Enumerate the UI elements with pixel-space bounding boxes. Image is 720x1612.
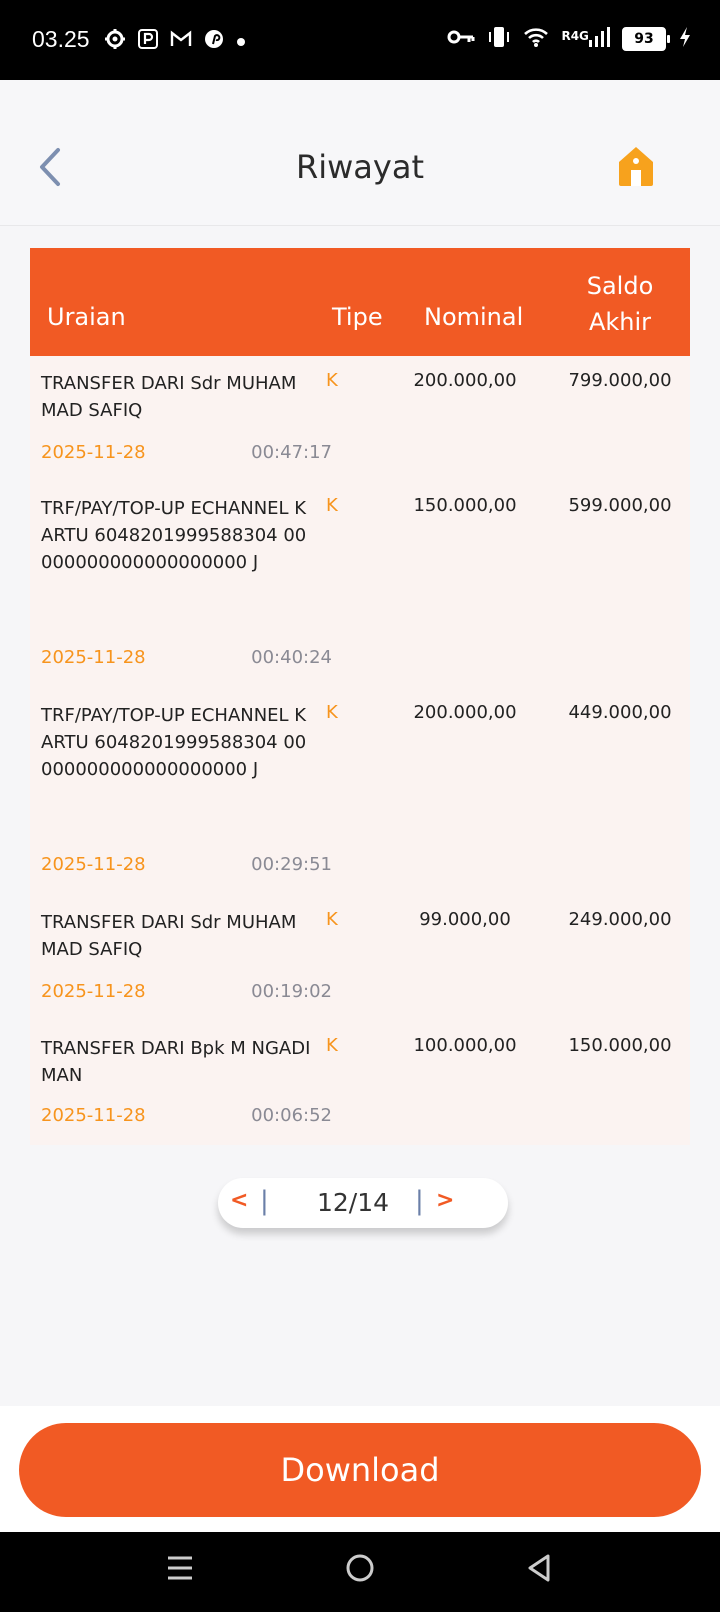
gmail-icon [170,30,192,52]
table-row[interactable] [30,1021,690,1145]
row-type: K [326,702,338,723]
row-type: K [326,909,338,930]
status-time: 03.25 [32,26,90,52]
wifi-icon [523,26,549,52]
page-title: Riwayat [296,148,424,186]
row-date: 2025-11-28 [41,854,146,875]
home-circle-icon[interactable] [344,1552,376,1588]
key-icon [447,28,475,50]
row-saldo: 799.000,00 [568,370,672,391]
vibrate-icon [487,26,511,52]
pager-separator: | [260,1186,269,1216]
column-header-nominal: Nominal [424,303,524,331]
column-header-uraian: Uraian [47,303,126,331]
table-row[interactable] [30,481,690,688]
download-button[interactable]: Download [19,1423,701,1517]
battery-icon: 93 [622,27,666,51]
row-saldo: 449.000,00 [568,702,672,723]
charging-icon [678,26,692,52]
column-header-tipe: Tipe [332,303,383,331]
status-bar [0,0,720,80]
row-nominal: 200.000,00 [413,370,517,391]
transaction-table [30,248,690,1145]
table-header [30,248,690,356]
row-description: TRANSFER DARI Bpk M NGADIMAN [41,1038,311,1086]
gear-icon [104,28,126,54]
row-date: 2025-11-28 [41,981,146,1002]
row-nominal: 150.000,00 [413,495,517,516]
row-time: 00:40:24 [251,647,332,668]
prev-page-button[interactable]: < [230,1188,249,1213]
row-type: K [326,1035,338,1056]
row-time: 00:47:17 [251,442,332,463]
row-date: 2025-11-28 [41,647,146,668]
table-row[interactable] [30,688,690,895]
row-nominal: 100.000,00 [413,1035,517,1056]
row-description: TRF/PAY/TOP-UP ECHANNEL KARTU 6048201999588304 00000000000000000000 J [41,705,307,780]
signal-icon [561,26,610,52]
pagination [218,1178,508,1228]
footer-bar [0,1406,720,1532]
row-nominal: 200.000,00 [413,702,517,723]
row-nominal: 99.000,00 [419,909,511,930]
row-date: 2025-11-28 [41,442,146,463]
row-type: K [326,370,338,391]
page-indicator: 12/14 [316,1188,390,1217]
network-label: R4G [561,29,589,43]
row-description: TRF/PAY/TOP-UP ECHANNEL KARTU 6048201999588304 00000000000000000000 J [41,498,307,573]
system-nav-bar [0,1532,720,1612]
row-time: 00:29:51 [251,854,332,875]
pager-separator: | [415,1186,424,1216]
row-saldo: 150.000,00 [568,1035,672,1056]
app-header [0,80,720,226]
table-row[interactable] [30,895,690,1021]
next-page-button[interactable]: > [436,1188,455,1213]
pinterest-icon [204,29,224,53]
row-type: K [326,495,338,516]
row-time: 00:19:02 [251,981,332,1002]
row-saldo: 249.000,00 [568,909,672,930]
row-description: TRANSFER DARI Sdr MUHAMMAD SAFIQ [41,912,297,960]
row-saldo: 599.000,00 [568,495,672,516]
home-button[interactable] [615,144,657,188]
row-date: 2025-11-28 [41,1105,146,1126]
back-triangle-icon[interactable] [524,1552,556,1588]
home-icon [615,144,657,188]
dot-icon [236,32,246,51]
column-header-saldo-akhir: Saldo Akhir [586,272,654,336]
table-row[interactable] [30,356,690,481]
menu-icon[interactable] [164,1552,196,1588]
parking-icon [138,29,158,53]
row-description: TRANSFER DARI Sdr MUHAMMAD SAFIQ [41,373,297,421]
row-time: 00:06:52 [251,1105,332,1126]
